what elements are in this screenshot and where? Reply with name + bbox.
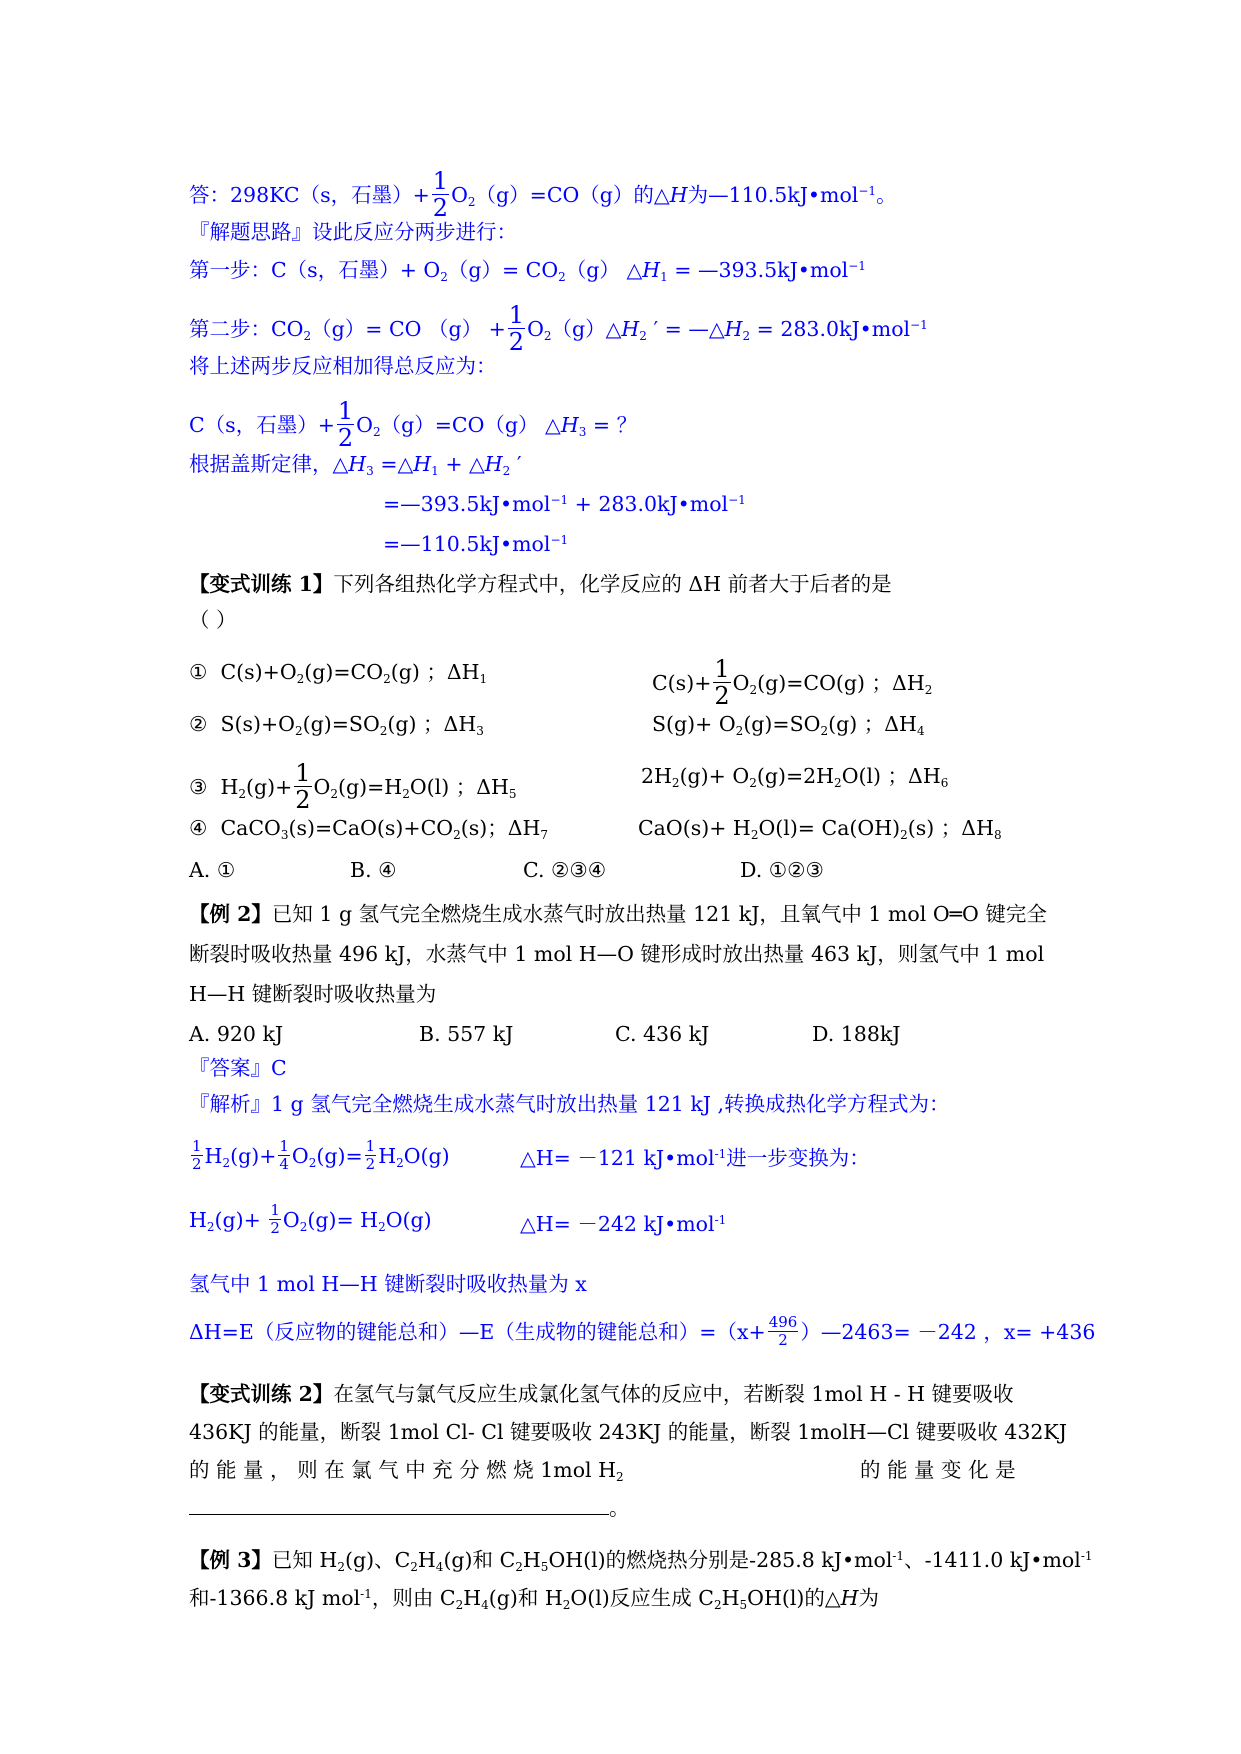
subscript: 2 <box>440 270 448 284</box>
subscript: 2 <box>222 1156 231 1170</box>
superscript: -1 <box>892 1549 905 1563</box>
eq-text: (g) ；ΔH <box>387 712 477 736</box>
subscript: 2 <box>383 672 391 686</box>
subscript: 2 <box>820 724 829 738</box>
subscript: 5 <box>508 787 517 801</box>
eq-text: (g)+ O <box>679 764 750 788</box>
eq-text: (g)=SO <box>302 712 380 736</box>
subscript: 2 <box>299 1220 308 1234</box>
ex2-equation-2 <box>189 1201 432 1239</box>
eq-text: O(g) <box>385 1208 432 1232</box>
step-text: 第二步：CO <box>189 317 304 341</box>
ex2-final <box>189 1313 1096 1351</box>
eq-text: (g)=H <box>338 775 403 799</box>
option-row-2-right <box>652 710 925 738</box>
example3-line-1 <box>189 1546 1093 1574</box>
numerator: 1 <box>432 167 449 195</box>
eq-text: (g) ；ΔH <box>390 660 480 684</box>
q-text: (g)和 H <box>488 1586 563 1610</box>
subscript: 1 <box>431 464 439 478</box>
enthalpy-symbol: H <box>669 183 688 207</box>
question-text: 在氢气与氯气反应生成氯化氢气体的反应中，若断裂 1mol H - H 键要吸收 <box>333 1382 1014 1406</box>
subscript: 2 <box>372 425 381 439</box>
total-line <box>189 397 638 453</box>
example2-line-3: H—H 键断裂时吸收热量为 <box>189 982 437 1006</box>
subscript: 2 <box>900 828 908 842</box>
exercise-tag: 【变式训练 1】 <box>189 572 334 596</box>
step-text: （g）= CO <box>447 258 559 282</box>
numerator: 1 <box>365 1137 376 1155</box>
answer-line <box>189 167 897 223</box>
subscript: 2 <box>337 1560 345 1574</box>
eq-text: CaO(s)+ H <box>638 816 751 840</box>
question-text: 的 能 量 ， 则 在 氯 气 中 充 分 燃 烧 1mol H <box>189 1458 616 1482</box>
subscript: 4 <box>481 1598 489 1612</box>
subscript: 2 <box>515 1560 523 1574</box>
fraction <box>269 1202 281 1237</box>
denominator: 2 <box>295 786 311 814</box>
eq-text: (g)=SO <box>743 712 821 736</box>
option-row-2-left <box>189 710 484 738</box>
answer-text: （g）=CO（g）的△ <box>475 183 670 207</box>
eq-text: O(g) <box>403 1144 450 1168</box>
item-number: ③ <box>189 775 208 799</box>
eq-text: ）—2463= －242 ，x= +436 <box>800 1320 1096 1344</box>
denominator: 2 <box>365 1155 376 1173</box>
question-text: 已知 1 g 氢气完全燃烧生成水蒸气时放出热量 121 kJ，且氧气中 1 mol O═O 键完全 <box>271 902 1047 926</box>
subscript: 5 <box>739 1598 748 1612</box>
choice-b: B. ④ <box>350 858 397 882</box>
enthalpy-symbol: H <box>348 452 367 476</box>
q-text: 已知 H <box>271 1548 338 1572</box>
hess-text: + △ <box>438 452 485 476</box>
answer-text: 为—110.5kJ•mol <box>687 183 859 207</box>
denominator: 2 <box>508 328 525 356</box>
subscript: 7 <box>540 828 549 842</box>
subscript: 2 <box>378 1220 386 1234</box>
eq-text: O <box>313 775 331 799</box>
q-text: OH(l)的△ <box>747 1586 841 1610</box>
subscript: 2 <box>453 828 461 842</box>
subscript: 2 <box>206 1220 215 1234</box>
enthalpy-symbol: H <box>484 452 503 476</box>
total-text: （g）=CO（g） △ <box>380 413 561 437</box>
superscript: −1 <box>910 318 928 332</box>
subscript: 2 <box>502 464 511 478</box>
eq-text: 进一步变换为： <box>726 1146 870 1170</box>
subscript: 6 <box>940 776 949 790</box>
fraction <box>278 1138 290 1173</box>
subscript: 5 <box>540 1560 549 1574</box>
enthalpy-symbol: H <box>724 317 743 341</box>
eq-text: (g)=2H <box>756 764 835 788</box>
enthalpy-value: △H= －242 kJ•mol <box>520 1212 715 1236</box>
eq-text: C(s)+ <box>652 671 712 695</box>
option-row-1-right <box>652 655 933 711</box>
total-text: C（s，石墨）+ <box>189 413 335 437</box>
eq-text: ΔH=E（反应物的键能总和）—E（生成物的键能总和）=（x+ <box>189 1320 766 1344</box>
subscript: 2 <box>671 776 680 790</box>
option-row-3-right <box>641 762 948 790</box>
eq-text: H <box>189 1208 207 1232</box>
enthalpy-symbol: H <box>621 317 640 341</box>
hess-text: ′ <box>510 452 522 476</box>
subscript: 3 <box>280 828 289 842</box>
numerator: 1 <box>270 1201 280 1219</box>
answer-text: 。 <box>876 183 897 207</box>
subscript: 2 <box>749 776 757 790</box>
exercise1-question <box>189 570 892 598</box>
combine-line: 将上述两步反应相加得总反应为： <box>189 354 497 378</box>
ex2-choice-b: B. 557 kJ <box>419 1022 514 1046</box>
example3-line-2 <box>189 1584 879 1612</box>
subscript: 2 <box>562 1598 571 1612</box>
fraction <box>191 1138 203 1173</box>
fraction <box>768 1314 799 1349</box>
item-number: ② <box>189 712 208 736</box>
subscript: 2 <box>558 270 566 284</box>
subscript: 2 <box>735 724 744 738</box>
answer-text: 答：298KC（s，石墨）+ <box>189 183 430 207</box>
ex2-choice-a: A. 920 kJ <box>189 1022 284 1046</box>
denominator: 2 <box>337 424 354 452</box>
q-text: H <box>463 1586 482 1610</box>
step-text: （g）△ <box>551 317 622 341</box>
numerator: 496 <box>768 1313 798 1331</box>
subscript: 2 <box>238 787 246 801</box>
numerator: 1 <box>279 1137 289 1155</box>
step1-line <box>189 256 866 284</box>
example2-line-1 <box>189 900 1047 928</box>
exercise2-line-1 <box>189 1380 1014 1408</box>
subscript: 2 <box>713 1598 722 1612</box>
example-tag: 【例 2】 <box>189 902 272 926</box>
exercise2-line-3 <box>189 1456 624 1484</box>
q-text: H <box>522 1548 541 1572</box>
subscript: 2 <box>924 683 933 697</box>
subscript: 2 <box>750 828 759 842</box>
subscript: 2 <box>379 724 388 738</box>
superscript: −1 <box>858 184 877 198</box>
eq-text: H <box>378 1144 397 1168</box>
calc-text: =—393.5kJ•mol <box>383 492 551 516</box>
calc-text: + 283.0kJ•mol <box>568 492 729 516</box>
denominator: 2 <box>432 194 449 222</box>
subscript: 3 <box>476 724 484 738</box>
denominator: 2 <box>192 1155 202 1173</box>
choice-d: D. ①②③ <box>740 858 824 882</box>
step2-line <box>189 301 928 357</box>
hess-text: 根据盖斯定律，△ <box>189 452 349 476</box>
step-text: = 283.0kJ•mol <box>750 317 911 341</box>
eq-text: O(l) ；ΔH <box>841 764 941 788</box>
superscript: −1 <box>550 493 569 507</box>
superscript: -1 <box>1080 1549 1093 1563</box>
eq-text: S(g)+ O <box>652 712 736 736</box>
subscript: 3 <box>578 425 587 439</box>
exercise-tag: 【变式训练 2】 <box>189 1382 334 1406</box>
choice-a: A. ① <box>189 858 236 882</box>
denominator: 2 <box>714 682 730 710</box>
q-text: H <box>417 1548 436 1572</box>
answer-text: O <box>451 183 468 207</box>
subscript: 2 <box>467 195 476 209</box>
q-text: (g)、C <box>344 1548 411 1572</box>
hess-text: =△ <box>373 452 414 476</box>
option-row-3-left <box>189 759 517 815</box>
superscript: -1 <box>714 1213 727 1227</box>
step-text: （g） △ <box>565 258 643 282</box>
fraction <box>365 1138 377 1173</box>
item-number: ① <box>189 660 208 684</box>
exercise1-paren: （ ） <box>189 608 237 632</box>
ex2-equation-2-dh <box>520 1210 726 1238</box>
subscript: 2 <box>330 787 338 801</box>
q-text: H <box>721 1586 740 1610</box>
subscript: 2 <box>294 724 303 738</box>
option-row-4-right <box>638 814 1002 842</box>
subscript: 2 <box>402 787 410 801</box>
enthalpy-value: △H= －121 kJ•mol <box>520 1146 715 1170</box>
eq-text: (g)+ <box>230 1144 277 1168</box>
calc-text: =—110.5kJ•mol <box>383 532 551 556</box>
step-text: O <box>527 317 544 341</box>
eq-text: (g) ；ΔH <box>828 712 917 736</box>
subscript: 2 <box>410 1560 418 1574</box>
fraction <box>508 302 525 355</box>
exercise2-line-2: 436KJ 的能量，断裂 1mol Cl- Cl 键要吸收 243KJ 的能量，断裂 1molH—Cl 键要吸收 432KJ <box>189 1420 1067 1444</box>
fraction <box>713 656 730 709</box>
answer-blank[interactable] <box>189 1496 609 1515</box>
eq-text: CaCO <box>220 816 281 840</box>
eq-text: (s)；ΔH <box>460 816 541 840</box>
fraction <box>294 760 311 813</box>
idea-title: 『解题思路』设此反应分两步进行： <box>189 220 517 244</box>
eq-text: (g)=CO <box>304 660 384 684</box>
eq-text: H <box>204 1144 223 1168</box>
enthalpy-symbol: H <box>413 452 432 476</box>
subscript: 8 <box>993 828 1002 842</box>
enthalpy-symbol: H <box>840 1586 859 1610</box>
step-text: （g）= CO （g） + <box>311 317 506 341</box>
example-tag: 【例 3】 <box>189 1548 272 1572</box>
total-text: = ？ <box>586 413 638 437</box>
ex2-analysis: 『解析』1 g 氢气完全燃烧生成水蒸气时放出热量 121 kJ ,转换成热化学方程式为： <box>189 1092 950 1116</box>
q-text: 为 <box>858 1586 880 1610</box>
step-text: ′ = —△ <box>646 317 725 341</box>
eq-text: (s) ；ΔH <box>907 816 994 840</box>
exercise2-line-4 <box>189 1494 630 1522</box>
eq-text: (g)=CO(g) ；ΔH <box>757 671 925 695</box>
subscript: 2 <box>639 329 647 343</box>
denominator: 4 <box>279 1155 289 1173</box>
superscript: −1 <box>848 259 866 273</box>
ex2-answer: 『答案』C <box>189 1056 287 1080</box>
eq-text: O(l)= Ca(OH) <box>758 816 901 840</box>
enthalpy-symbol: H <box>560 413 579 437</box>
step-text: 第一步：C（s，石墨）+ O <box>189 258 441 282</box>
ex2-choice-d: D. 188kJ <box>812 1022 901 1046</box>
superscript: −1 <box>550 533 569 547</box>
eq-text: O <box>282 1208 300 1232</box>
total-text: O <box>356 413 373 437</box>
eq-text: (g)+ <box>245 775 293 799</box>
eq-text: O <box>291 1144 309 1168</box>
period: 。 <box>609 1496 630 1520</box>
fraction <box>337 398 354 451</box>
q-text: 和-1366.8 kJ mol <box>189 1586 361 1610</box>
subscript: 4 <box>916 724 925 738</box>
q-text: OH(l)的燃烧热分别是-285.8 kJ•mol <box>548 1548 893 1572</box>
subscript: 3 <box>366 464 374 478</box>
superscript: -1 <box>360 1587 372 1601</box>
numerator: 1 <box>714 655 730 683</box>
subscript: 2 <box>543 329 552 343</box>
subscript: 1 <box>479 672 488 686</box>
eq-text: S(s)+O <box>220 712 295 736</box>
superscript: -1 <box>714 1147 727 1161</box>
option-row-1-left <box>189 658 487 686</box>
example2-line-2: 断裂时吸收热量 496 kJ，水蒸气中 1 mol H—O 键形成时放出热量 463 kJ，则氢气中 1 mol <box>189 942 1045 966</box>
calc-line-1 <box>383 490 746 518</box>
subscript: 2 <box>834 776 842 790</box>
denominator: 2 <box>768 1331 799 1349</box>
enthalpy-symbol: H <box>642 258 661 282</box>
denominator: 2 <box>270 1219 280 1237</box>
q-text: (g)和 C <box>443 1548 516 1572</box>
calc-line-2 <box>383 530 568 558</box>
hess-line <box>189 450 521 478</box>
eq-text: (g)= <box>316 1144 363 1168</box>
eq-text: (g)= H <box>307 1208 379 1232</box>
subscript: 4 <box>435 1560 444 1574</box>
step-text: = —393.5kJ•mol <box>667 258 849 282</box>
superscript: −1 <box>728 493 746 507</box>
subscript: 2 <box>749 683 758 697</box>
subscript: 2 <box>742 329 751 343</box>
eq-text: C(s)+O <box>220 660 297 684</box>
q-text: 、-1411.0 kJ•mol <box>904 1548 1081 1572</box>
q-text: O(l)反应生成 C <box>570 1586 714 1610</box>
eq-text: O(l) ；ΔH <box>409 775 509 799</box>
choice-c: C. ②③④ <box>523 858 607 882</box>
numerator: 1 <box>508 301 525 329</box>
eq-text: 2H <box>641 764 672 788</box>
subscript: 2 <box>396 1156 404 1170</box>
fraction <box>432 168 449 221</box>
question-text: 下列各组热化学方程式中，化学反应的 ΔH 前者大于后者的是 <box>333 572 892 596</box>
option-row-4-left <box>189 814 548 842</box>
subscript: 2 <box>616 1470 624 1484</box>
numerator: 1 <box>337 397 354 425</box>
ex2-let: 氢气中 1 mol H—H 键断裂时吸收热量为 x <box>189 1272 587 1296</box>
ex2-choice-c: C. 436 kJ <box>615 1022 710 1046</box>
ex2-equation-1 <box>189 1137 450 1175</box>
subscript: 2 <box>308 1156 317 1170</box>
subscript: 1 <box>660 270 668 284</box>
numerator: 1 <box>192 1137 202 1155</box>
numerator: 1 <box>295 759 311 787</box>
q-text: ，则由 C <box>371 1586 456 1610</box>
subscript: 2 <box>455 1598 464 1612</box>
eq-text: (s)=CaO(s)+CO <box>288 816 454 840</box>
eq-text: O <box>732 671 750 695</box>
subscript: 2 <box>296 672 305 686</box>
ex2-equation-1-dh <box>520 1144 870 1172</box>
exercise2-line-3-tail: 的 能 量 变 化 是 <box>860 1458 1016 1482</box>
item-number: ④ <box>189 816 208 840</box>
subscript: 2 <box>303 329 312 343</box>
eq-text: (g)+ <box>214 1208 261 1232</box>
eq-text: H <box>220 775 239 799</box>
